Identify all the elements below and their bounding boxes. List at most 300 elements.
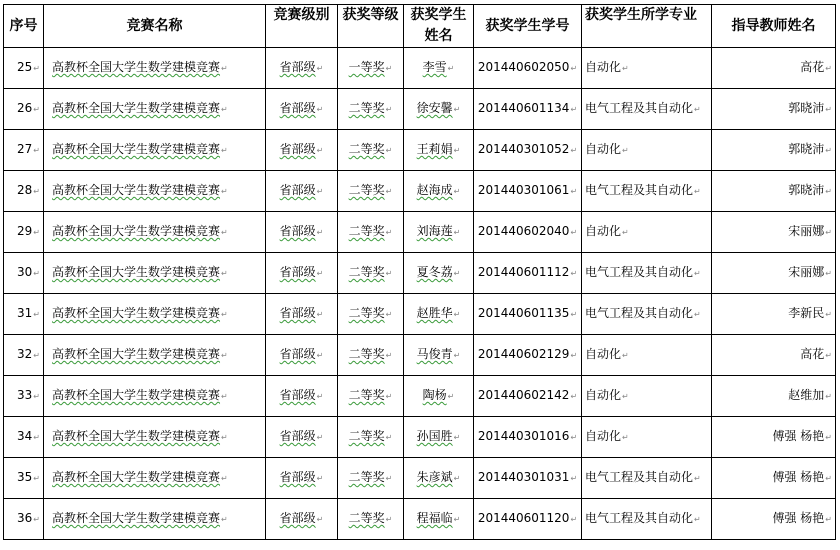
row-competition bbox=[44, 212, 266, 253]
row-advisor-text: 李新民 bbox=[788, 306, 825, 320]
paragraph-mark-icon: ↵ bbox=[221, 433, 228, 442]
paragraph-mark-icon: ↵ bbox=[453, 515, 461, 524]
row-seq bbox=[4, 48, 44, 89]
row-seq bbox=[4, 458, 44, 499]
row-advisor bbox=[712, 212, 836, 253]
paragraph-mark-icon: ↵ bbox=[622, 64, 629, 73]
row-student-id-text: 201440301052 bbox=[477, 142, 570, 156]
row-student-id bbox=[474, 171, 582, 212]
table-row bbox=[4, 212, 836, 253]
row-student-id-text: 201440601134 bbox=[477, 101, 570, 115]
paragraph-mark-icon: ↵ bbox=[316, 392, 324, 401]
paragraph-mark-icon: ↵ bbox=[825, 433, 832, 442]
row-student-id bbox=[474, 212, 582, 253]
paragraph-mark-icon: ↵ bbox=[825, 64, 832, 73]
header-major: 获奖学生所学专业 bbox=[582, 5, 712, 48]
row-competition bbox=[44, 253, 266, 294]
paragraph-mark-icon: ↵ bbox=[825, 187, 832, 196]
row-level bbox=[266, 48, 338, 89]
row-seq bbox=[4, 130, 44, 171]
paragraph-mark-icon: ↵ bbox=[570, 187, 578, 196]
row-competition-text: 高教杯全国大学生数学建模竞赛 bbox=[52, 470, 221, 484]
paragraph-mark-icon: ↵ bbox=[316, 515, 324, 524]
paragraph-mark-icon: ↵ bbox=[622, 228, 629, 237]
paragraph-mark-icon: ↵ bbox=[221, 146, 228, 155]
row-seq-text: 32 bbox=[17, 347, 33, 361]
row-seq-text: 33 bbox=[17, 388, 33, 402]
paragraph-mark-icon: ↵ bbox=[221, 474, 228, 483]
row-student-id bbox=[474, 48, 582, 89]
row-level-text: 省部级 bbox=[279, 470, 316, 484]
row-student bbox=[404, 335, 474, 376]
row-grade bbox=[338, 335, 404, 376]
paragraph-mark-icon: ↵ bbox=[825, 146, 832, 155]
row-student-id-text: 201440602040 bbox=[477, 224, 570, 238]
row-student bbox=[404, 294, 474, 335]
row-student bbox=[404, 212, 474, 253]
row-competition bbox=[44, 376, 266, 417]
paragraph-mark-icon: ↵ bbox=[385, 105, 393, 114]
row-advisor-text: 高花 bbox=[800, 347, 825, 361]
paragraph-mark-icon: ↵ bbox=[33, 515, 40, 524]
paragraph-mark-icon: ↵ bbox=[453, 269, 461, 278]
paragraph-mark-icon: ↵ bbox=[570, 515, 578, 524]
paragraph-mark-icon: ↵ bbox=[385, 228, 393, 237]
paragraph-mark-icon: ↵ bbox=[453, 474, 461, 483]
table-row bbox=[4, 335, 836, 376]
row-seq-text: 25 bbox=[17, 60, 33, 74]
row-student-id-text: 201440301016 bbox=[477, 429, 570, 443]
paragraph-mark-icon: ↵ bbox=[570, 310, 578, 319]
paragraph-mark-icon: ↵ bbox=[570, 269, 578, 278]
row-seq bbox=[4, 499, 44, 540]
row-advisor bbox=[712, 253, 836, 294]
paragraph-mark-icon: ↵ bbox=[570, 433, 578, 442]
row-level-text: 省部级 bbox=[279, 347, 316, 361]
paragraph-mark-icon: ↵ bbox=[385, 351, 393, 360]
row-student-id bbox=[474, 130, 582, 171]
row-competition bbox=[44, 130, 266, 171]
row-grade bbox=[338, 458, 404, 499]
row-seq-text: 31 bbox=[17, 306, 33, 320]
table-row bbox=[4, 376, 836, 417]
table-row bbox=[4, 253, 836, 294]
header-row bbox=[4, 5, 836, 48]
row-student-text: 夏冬荔 bbox=[416, 265, 453, 279]
row-major-text: 电气工程及其自动化 bbox=[585, 101, 694, 115]
row-major-text: 自动化 bbox=[585, 60, 622, 74]
row-seq-text: 36 bbox=[17, 511, 33, 525]
row-level-text: 省部级 bbox=[279, 60, 316, 74]
paragraph-mark-icon: ↵ bbox=[33, 310, 40, 319]
paragraph-mark-icon: ↵ bbox=[825, 310, 832, 319]
row-advisor bbox=[712, 417, 836, 458]
row-major bbox=[582, 253, 712, 294]
row-advisor-text: 宋丽娜 bbox=[788, 265, 825, 279]
row-major bbox=[582, 130, 712, 171]
table-row bbox=[4, 48, 836, 89]
row-student-id bbox=[474, 253, 582, 294]
row-student-id bbox=[474, 335, 582, 376]
paragraph-mark-icon: ↵ bbox=[694, 515, 701, 524]
row-level bbox=[266, 130, 338, 171]
row-seq bbox=[4, 335, 44, 376]
paragraph-mark-icon: ↵ bbox=[221, 351, 228, 360]
row-seq-text: 34 bbox=[17, 429, 33, 443]
row-advisor-text: 郭晓沛 bbox=[788, 142, 825, 156]
paragraph-mark-icon: ↵ bbox=[385, 310, 393, 319]
row-grade-text: 二等奖 bbox=[348, 224, 385, 238]
paragraph-mark-icon: ↵ bbox=[453, 187, 461, 196]
header-seq: 序号 bbox=[4, 5, 44, 48]
row-level bbox=[266, 376, 338, 417]
row-major bbox=[582, 171, 712, 212]
row-grade-text: 一等奖 bbox=[348, 60, 385, 74]
row-grade bbox=[338, 48, 404, 89]
row-level-text: 省部级 bbox=[279, 183, 316, 197]
row-advisor-text: 赵维加 bbox=[788, 388, 825, 402]
row-grade-text: 二等奖 bbox=[348, 265, 385, 279]
row-competition bbox=[44, 499, 266, 540]
row-student bbox=[404, 89, 474, 130]
row-level bbox=[266, 294, 338, 335]
paragraph-mark-icon: ↵ bbox=[825, 351, 832, 360]
row-grade bbox=[338, 376, 404, 417]
paragraph-mark-icon: ↵ bbox=[385, 474, 393, 483]
paragraph-mark-icon: ↵ bbox=[453, 310, 461, 319]
paragraph-mark-icon: ↵ bbox=[385, 187, 393, 196]
row-grade bbox=[338, 294, 404, 335]
row-student-id-text: 201440601112 bbox=[477, 265, 570, 279]
row-advisor-text: 郭晓沛 bbox=[788, 183, 825, 197]
paragraph-mark-icon: ↵ bbox=[385, 64, 393, 73]
paragraph-mark-icon: ↵ bbox=[316, 146, 324, 155]
row-student bbox=[404, 417, 474, 458]
row-seq bbox=[4, 294, 44, 335]
row-competition bbox=[44, 48, 266, 89]
row-student-id bbox=[474, 376, 582, 417]
table-row bbox=[4, 130, 836, 171]
paragraph-mark-icon: ↵ bbox=[694, 474, 701, 483]
row-level bbox=[266, 499, 338, 540]
row-student-text: 马俊青 bbox=[416, 347, 453, 361]
row-grade bbox=[338, 89, 404, 130]
row-student-id-text: 201440301031 bbox=[477, 470, 570, 484]
row-advisor bbox=[712, 376, 836, 417]
row-competition bbox=[44, 171, 266, 212]
paragraph-mark-icon: ↵ bbox=[447, 64, 455, 73]
paragraph-mark-icon: ↵ bbox=[316, 351, 324, 360]
row-student-id-text: 201440602129 bbox=[477, 347, 570, 361]
row-major-text: 电气工程及其自动化 bbox=[585, 183, 694, 197]
table-row bbox=[4, 458, 836, 499]
row-grade-text: 二等奖 bbox=[348, 429, 385, 443]
paragraph-mark-icon: ↵ bbox=[221, 310, 228, 319]
paragraph-mark-icon: ↵ bbox=[221, 105, 228, 114]
row-student bbox=[404, 130, 474, 171]
paragraph-mark-icon: ↵ bbox=[33, 228, 40, 237]
paragraph-mark-icon: ↵ bbox=[33, 269, 40, 278]
row-student-text: 陶杨 bbox=[422, 388, 447, 402]
row-student-text: 徐安馨 bbox=[416, 101, 453, 115]
row-grade-text: 二等奖 bbox=[348, 142, 385, 156]
row-level bbox=[266, 253, 338, 294]
row-level-text: 省部级 bbox=[279, 388, 316, 402]
row-competition bbox=[44, 458, 266, 499]
row-student bbox=[404, 499, 474, 540]
row-level-text: 省部级 bbox=[279, 101, 316, 115]
row-advisor-text: 傅强 杨艳 bbox=[772, 429, 825, 443]
row-seq-text: 30 bbox=[17, 265, 33, 279]
row-advisor bbox=[712, 89, 836, 130]
paragraph-mark-icon: ↵ bbox=[221, 64, 228, 73]
paragraph-mark-icon: ↵ bbox=[694, 269, 701, 278]
paragraph-mark-icon: ↵ bbox=[453, 105, 461, 114]
row-major-text: 自动化 bbox=[585, 429, 622, 443]
paragraph-mark-icon: ↵ bbox=[221, 515, 228, 524]
paragraph-mark-icon: ↵ bbox=[385, 515, 393, 524]
row-student bbox=[404, 171, 474, 212]
row-seq-text: 28 bbox=[17, 183, 33, 197]
row-student-id-text: 201440601135 bbox=[477, 306, 570, 320]
row-grade bbox=[338, 212, 404, 253]
paragraph-mark-icon: ↵ bbox=[453, 146, 461, 155]
row-student-id bbox=[474, 499, 582, 540]
paragraph-mark-icon: ↵ bbox=[385, 146, 393, 155]
row-level bbox=[266, 417, 338, 458]
row-seq bbox=[4, 253, 44, 294]
row-student bbox=[404, 253, 474, 294]
paragraph-mark-icon: ↵ bbox=[316, 64, 324, 73]
row-seq bbox=[4, 171, 44, 212]
paragraph-mark-icon: ↵ bbox=[316, 310, 324, 319]
row-grade bbox=[338, 130, 404, 171]
row-competition-text: 高教杯全国大学生数学建模竞赛 bbox=[52, 429, 221, 443]
row-level bbox=[266, 89, 338, 130]
paragraph-mark-icon: ↵ bbox=[570, 351, 578, 360]
row-level-text: 省部级 bbox=[279, 142, 316, 156]
paragraph-mark-icon: ↵ bbox=[221, 269, 228, 278]
paragraph-mark-icon: ↵ bbox=[33, 105, 40, 114]
header-level: 竞赛级别 bbox=[266, 5, 338, 48]
paragraph-mark-icon: ↵ bbox=[825, 269, 832, 278]
paragraph-mark-icon: ↵ bbox=[694, 105, 701, 114]
row-student-id bbox=[474, 417, 582, 458]
row-major bbox=[582, 89, 712, 130]
header-grade: 获奖等级 bbox=[338, 5, 404, 48]
row-student-id bbox=[474, 458, 582, 499]
row-competition bbox=[44, 417, 266, 458]
row-advisor bbox=[712, 458, 836, 499]
row-student bbox=[404, 376, 474, 417]
row-level-text: 省部级 bbox=[279, 306, 316, 320]
paragraph-mark-icon: ↵ bbox=[570, 392, 578, 401]
row-level bbox=[266, 212, 338, 253]
paragraph-mark-icon: ↵ bbox=[221, 228, 228, 237]
row-competition-text: 高教杯全国大学生数学建模竞赛 bbox=[52, 388, 221, 402]
paragraph-mark-icon: ↵ bbox=[221, 392, 228, 401]
paragraph-mark-icon: ↵ bbox=[447, 392, 455, 401]
paragraph-mark-icon: ↵ bbox=[385, 269, 393, 278]
paragraph-mark-icon: ↵ bbox=[570, 105, 578, 114]
row-seq-text: 35 bbox=[17, 470, 33, 484]
row-advisor-text: 傅强 杨艳 bbox=[772, 470, 825, 484]
row-student-text: 赵胜华 bbox=[416, 306, 453, 320]
paragraph-mark-icon: ↵ bbox=[316, 433, 324, 442]
row-grade-text: 二等奖 bbox=[348, 101, 385, 115]
row-major-text: 自动化 bbox=[585, 347, 622, 361]
paragraph-mark-icon: ↵ bbox=[825, 474, 832, 483]
paragraph-mark-icon: ↵ bbox=[825, 228, 832, 237]
row-competition-text: 高教杯全国大学生数学建模竞赛 bbox=[52, 265, 221, 279]
row-advisor bbox=[712, 294, 836, 335]
row-level-text: 省部级 bbox=[279, 265, 316, 279]
paragraph-mark-icon: ↵ bbox=[316, 187, 324, 196]
row-level bbox=[266, 171, 338, 212]
row-major-text: 电气工程及其自动化 bbox=[585, 265, 694, 279]
row-major-text: 电气工程及其自动化 bbox=[585, 470, 694, 484]
paragraph-mark-icon: ↵ bbox=[385, 392, 393, 401]
row-advisor bbox=[712, 171, 836, 212]
paragraph-mark-icon: ↵ bbox=[622, 351, 629, 360]
row-student-id-text: 201440602142 bbox=[477, 388, 570, 402]
paragraph-mark-icon: ↵ bbox=[316, 105, 324, 114]
row-major bbox=[582, 376, 712, 417]
row-major bbox=[582, 212, 712, 253]
row-competition-text: 高教杯全国大学生数学建模竞赛 bbox=[52, 142, 221, 156]
row-competition-text: 高教杯全国大学生数学建模竞赛 bbox=[52, 511, 221, 525]
row-advisor bbox=[712, 335, 836, 376]
paragraph-mark-icon: ↵ bbox=[825, 515, 832, 524]
row-grade-text: 二等奖 bbox=[348, 470, 385, 484]
paragraph-mark-icon: ↵ bbox=[570, 64, 578, 73]
row-competition-text: 高教杯全国大学生数学建模竞赛 bbox=[52, 224, 221, 238]
row-grade bbox=[338, 253, 404, 294]
row-level-text: 省部级 bbox=[279, 511, 316, 525]
row-seq bbox=[4, 89, 44, 130]
header-student: 获奖学生姓名 bbox=[404, 5, 474, 48]
row-advisor-text: 郭晓沛 bbox=[788, 101, 825, 115]
row-level bbox=[266, 458, 338, 499]
row-student-id bbox=[474, 294, 582, 335]
row-level-text: 省部级 bbox=[279, 429, 316, 443]
row-competition bbox=[44, 294, 266, 335]
header-advisor: 指导教师姓名 bbox=[712, 5, 836, 48]
paragraph-mark-icon: ↵ bbox=[694, 187, 701, 196]
row-major-text: 自动化 bbox=[585, 388, 622, 402]
row-student-text: 朱彦斌 bbox=[416, 470, 453, 484]
paragraph-mark-icon: ↵ bbox=[622, 433, 629, 442]
row-student-id bbox=[474, 89, 582, 130]
paragraph-mark-icon: ↵ bbox=[221, 187, 228, 196]
row-student-id-text: 201440601120 bbox=[477, 511, 570, 525]
row-student bbox=[404, 48, 474, 89]
row-grade bbox=[338, 417, 404, 458]
row-student-text: 孙国胜 bbox=[416, 429, 453, 443]
paragraph-mark-icon: ↵ bbox=[453, 351, 461, 360]
row-major-text: 电气工程及其自动化 bbox=[585, 511, 694, 525]
paragraph-mark-icon: ↵ bbox=[694, 310, 701, 319]
row-student-text: 赵海成 bbox=[416, 183, 453, 197]
row-grade bbox=[338, 499, 404, 540]
row-major bbox=[582, 458, 712, 499]
row-competition-text: 高教杯全国大学生数学建模竞赛 bbox=[52, 306, 221, 320]
row-advisor-text: 宋丽娜 bbox=[788, 224, 825, 238]
header-competition: 竞赛名称 bbox=[44, 5, 266, 48]
row-advisor bbox=[712, 48, 836, 89]
paragraph-mark-icon: ↵ bbox=[570, 474, 578, 483]
awards-table bbox=[3, 4, 836, 540]
row-student-text: 李雪 bbox=[422, 60, 447, 74]
row-student-text: 王莉娟 bbox=[416, 142, 453, 156]
row-competition bbox=[44, 89, 266, 130]
table-row bbox=[4, 417, 836, 458]
row-major bbox=[582, 499, 712, 540]
paragraph-mark-icon: ↵ bbox=[453, 433, 461, 442]
row-major bbox=[582, 417, 712, 458]
row-major bbox=[582, 48, 712, 89]
paragraph-mark-icon: ↵ bbox=[316, 474, 324, 483]
paragraph-mark-icon: ↵ bbox=[33, 392, 40, 401]
paragraph-mark-icon: ↵ bbox=[316, 269, 324, 278]
table-row bbox=[4, 89, 836, 130]
row-student-id-text: 201440602050 bbox=[477, 60, 570, 74]
row-level-text: 省部级 bbox=[279, 224, 316, 238]
row-grade-text: 二等奖 bbox=[348, 183, 385, 197]
row-grade-text: 二等奖 bbox=[348, 347, 385, 361]
row-grade bbox=[338, 171, 404, 212]
row-major-text: 电气工程及其自动化 bbox=[585, 306, 694, 320]
paragraph-mark-icon: ↵ bbox=[316, 228, 324, 237]
row-seq-text: 29 bbox=[17, 224, 33, 238]
row-competition-text: 高教杯全国大学生数学建模竞赛 bbox=[52, 101, 221, 115]
row-seq-text: 26 bbox=[17, 101, 33, 115]
row-seq bbox=[4, 212, 44, 253]
row-major-text: 自动化 bbox=[585, 142, 622, 156]
paragraph-mark-icon: ↵ bbox=[385, 433, 393, 442]
paragraph-mark-icon: ↵ bbox=[33, 64, 40, 73]
paragraph-mark-icon: ↵ bbox=[33, 351, 40, 360]
table-row bbox=[4, 294, 836, 335]
paragraph-mark-icon: ↵ bbox=[33, 433, 40, 442]
paragraph-mark-icon: ↵ bbox=[570, 228, 578, 237]
row-competition-text: 高教杯全国大学生数学建模竞赛 bbox=[52, 347, 221, 361]
table-row bbox=[4, 499, 836, 540]
paragraph-mark-icon: ↵ bbox=[33, 187, 40, 196]
row-level bbox=[266, 335, 338, 376]
row-competition-text: 高教杯全国大学生数学建模竞赛 bbox=[52, 183, 221, 197]
row-advisor-text: 高花 bbox=[800, 60, 825, 74]
row-student-text: 程福临 bbox=[416, 511, 453, 525]
paragraph-mark-icon: ↵ bbox=[622, 146, 629, 155]
paragraph-mark-icon: ↵ bbox=[825, 105, 832, 114]
row-seq bbox=[4, 376, 44, 417]
row-student bbox=[404, 458, 474, 499]
paragraph-mark-icon: ↵ bbox=[33, 146, 40, 155]
row-advisor bbox=[712, 130, 836, 171]
row-grade-text: 二等奖 bbox=[348, 511, 385, 525]
row-seq-text: 27 bbox=[17, 142, 33, 156]
row-grade-text: 二等奖 bbox=[348, 388, 385, 402]
paragraph-mark-icon: ↵ bbox=[622, 392, 629, 401]
row-major bbox=[582, 294, 712, 335]
row-major bbox=[582, 335, 712, 376]
paragraph-mark-icon: ↵ bbox=[825, 392, 832, 401]
row-competition bbox=[44, 335, 266, 376]
row-student-id-text: 201440301061 bbox=[477, 183, 570, 197]
row-student-text: 刘海莲 bbox=[416, 224, 453, 238]
paragraph-mark-icon: ↵ bbox=[453, 228, 461, 237]
